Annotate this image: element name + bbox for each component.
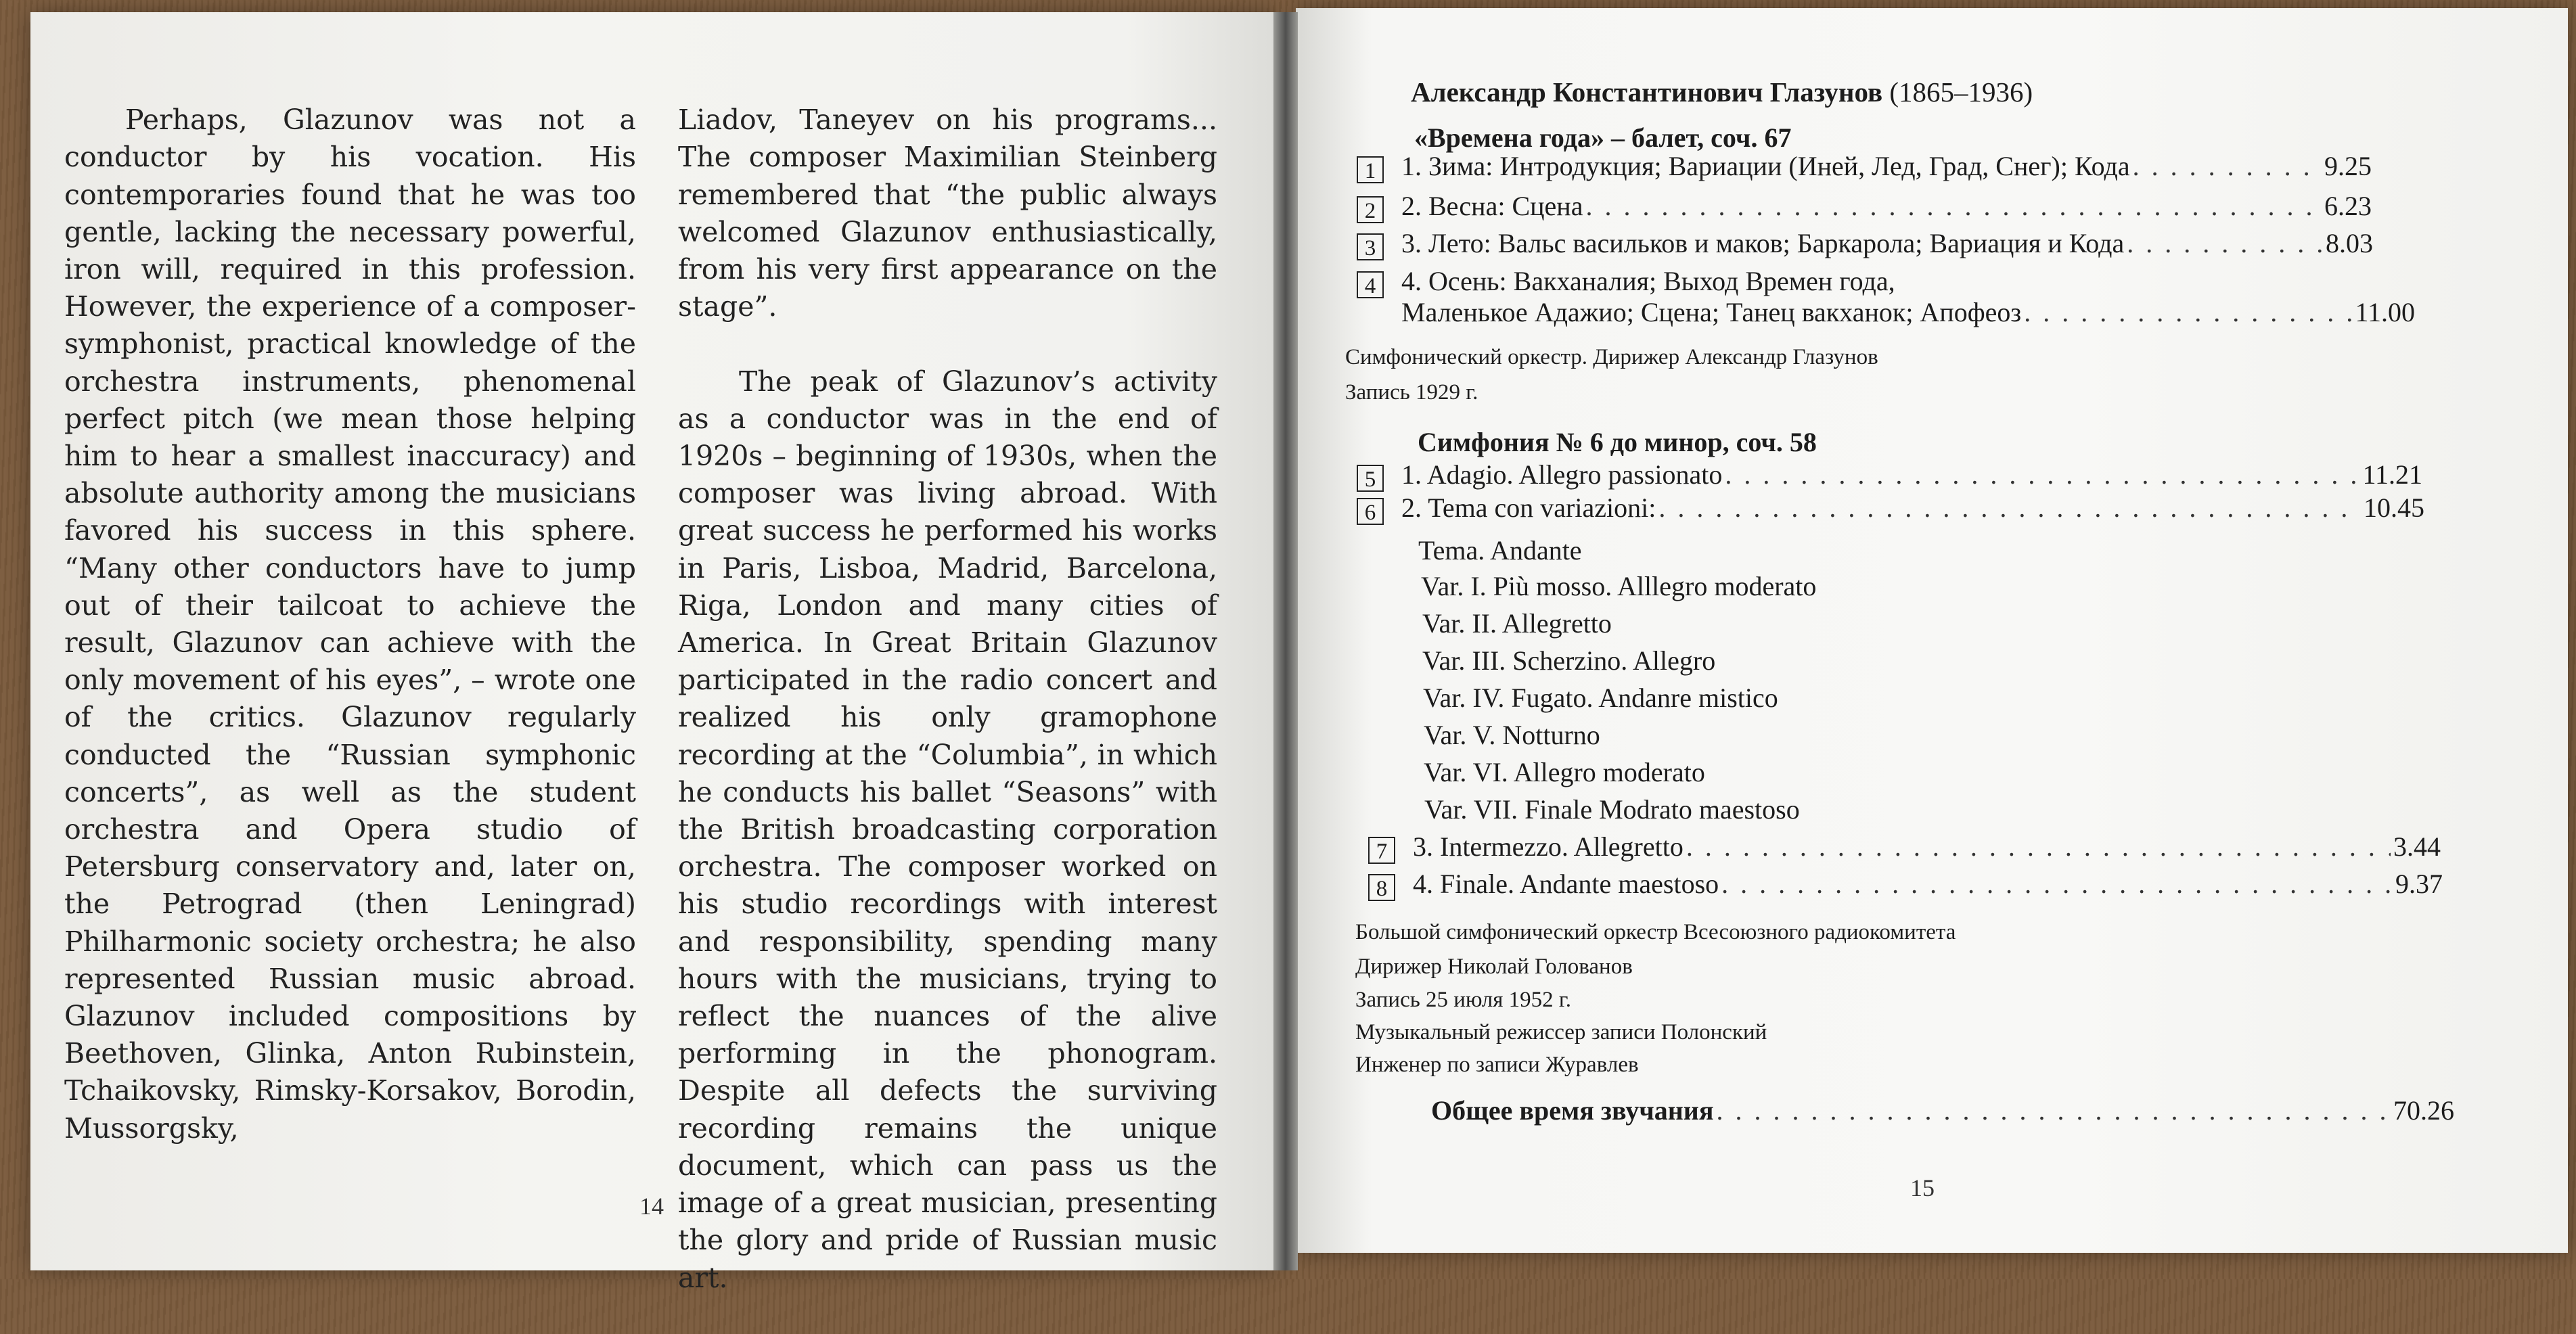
track-number: 5	[1357, 465, 1384, 492]
variation-line: Var. IV. Fugato. Andanre mistico	[1423, 683, 1778, 713]
track-duration: 6.23	[2324, 191, 2372, 221]
track-duration: 11.21	[2362, 459, 2422, 490]
track-title: 2. Tema con variazioni:	[1401, 492, 1656, 523]
work1-credit: Симфонический оркестр. Дирижер Александр Глазунов	[1345, 345, 1878, 369]
track-number: 7	[1368, 837, 1395, 864]
track-duration: 8.03	[2326, 228, 2373, 258]
composer-dates: (1865–1936)	[1889, 76, 2033, 108]
paragraph: Liadov, Taneyev on his programs... The composer Maximilian Steinberg remembered that “the public always welcomed Glazunov enthusiastically, from his very first appearance on the stage”.	[678, 104, 1217, 323]
track-title: 1. Adagio. Allegro passionato	[1401, 459, 1723, 490]
leader-dots	[2127, 227, 2323, 259]
track-number: 6	[1357, 498, 1384, 525]
total-time-row	[1431, 1095, 2454, 1126]
track-duration: 10.45	[2364, 492, 2424, 523]
track-title: 1. Зима: Интродукция; Вариации (Иней, Лед, Град, Снег); Кода	[1401, 151, 2130, 181]
paragraph: The peak of Glazunov’s activity as a conductor was in the end of 1920s – beginning of 1930s, when the composer was living abroad. With great success he performed his works in Paris, Lisboa, Madrid, Barcelona, Riga, London and many cities of America. In Great Britain Glazunov participated in the radio concert and realized his only gramophone recording at the “Columbia”, in which he conducts his ballet “Seasons” with the British broadcasting corporation orchestra. The composer worked on his studio recordings with interest and responsibility, spending many hours with the musicians, trying to reflect the nuances of the alive performing in the phonogram. Despite all defects the surviving recording remains the unique document, which can pass us the image of a great musician, presenting the glory and pride of Russian music art.	[678, 365, 1217, 1294]
track-row	[1357, 459, 2422, 490]
track-number: 2	[1357, 196, 1384, 223]
leader-dots	[1658, 492, 2361, 524]
track-number: 1	[1357, 156, 1384, 183]
composer-name: Александр Константинович Глазунов	[1411, 76, 1883, 108]
variation-line: Var. V. Notturno	[1424, 720, 1600, 750]
track-row-continued	[1357, 296, 2415, 328]
variation-line: Var. I. Più mosso. Alllegro moderato	[1421, 571, 1817, 601]
leader-dots	[1725, 459, 2359, 490]
track-title: 2. Весна: Сцена	[1401, 191, 1583, 221]
track-row	[1368, 868, 2443, 900]
track-row	[1357, 265, 2373, 297]
page-number-right: 15	[1910, 1174, 1935, 1201]
work2-credit: Запись 25 июля 1952 г.	[1355, 988, 1571, 1012]
track-row	[1368, 831, 2441, 862]
total-duration: 70.26	[2393, 1095, 2454, 1126]
work2-credit: Музыкальный режиссер записи Полонский	[1355, 1020, 1767, 1044]
track-number: 4	[1357, 271, 1384, 298]
track-title: 4. Осень: Вакханалия; Выход Времен года,	[1401, 266, 1895, 296]
track-number: 8	[1368, 874, 1395, 901]
track-row	[1357, 150, 2372, 182]
paragraph: Perhaps, Glazunov was not a conductor by his vocation. His contemporaries found that he was too gentle, lacking the necessary powerful, iron will, required in this profession. However, the experience of a composer-symphonist, practical knowledge of the orchestra instruments, phenomenal perfect pitch (we mean those helping him to hear a smallest inaccuracy) and absolute authority among the musicians favored his success in this sphere. “Many other conductors have to jump out of their tailcoat to achieve the result, Glazunov can achieve with the only movement of his eyes”, – wrote one of the critics. Glazunov regularly conducted the “Russian symphonic concerts”, as well as the student orchestra and Opera studio of Petersburg conservatory and, later on, the Petrograd (then Leningrad) Philharmonic society orchestra; he also represented Russian music abroad. Glazunov included compositions by Beethoven, Glinka, Anton Rubinstein, Tchaikovsky, Rimsky-Korsakov, Borodin, Mussorgsky,	[64, 104, 636, 1145]
leader-dots	[1721, 868, 2393, 900]
leader-dots	[2133, 150, 2322, 182]
track-title: 3. Лето: Вальс васильков и маков; Баркарола; Вариация и Кода	[1401, 228, 2125, 258]
track-row	[1357, 492, 2424, 524]
variation-line: Var. VII. Finale Modrato maestoso	[1424, 794, 1800, 825]
page-number-left: 14	[639, 1193, 664, 1220]
booklet-spine	[1273, 12, 1298, 1270]
work2-credit: Большой симфонический оркестр Всесоюзного радиокомитета	[1355, 920, 1956, 944]
track-duration: 11.00	[2355, 297, 2415, 327]
left-column-2	[678, 64, 1217, 1334]
work2-credit: Дирижер Николай Голованов	[1355, 954, 1633, 979]
track-title: Маленькое Адажио; Сцена; Танец вакханок; Апофеоз	[1401, 297, 2022, 327]
track-duration: 3.44	[2393, 831, 2441, 862]
leader-dots	[1716, 1095, 2391, 1126]
track-row	[1357, 190, 2372, 222]
leader-dots	[1585, 190, 2322, 222]
leader-dots	[1686, 831, 2391, 862]
track-row	[1357, 227, 2373, 259]
composer-heading	[1411, 76, 2033, 108]
work1-title: «Времена года» – балет, соч. 67	[1414, 122, 1792, 153]
track-title: 4. Finale. Andante maestoso	[1413, 869, 1719, 899]
variation-line: Tema. Andante	[1418, 535, 1582, 566]
variation-line: Var. II. Allegretto	[1422, 608, 1612, 639]
track-duration: 9.25	[2324, 151, 2372, 181]
work1-credit: Запись 1929 г.	[1345, 380, 1478, 405]
track-number: 3	[1357, 233, 1384, 260]
total-time-label: Общее время звучания	[1431, 1095, 1714, 1126]
work2-title: Симфония № 6 до минор, соч. 58	[1418, 427, 1817, 457]
variation-line: Var. VI. Allegro moderato	[1424, 757, 1705, 787]
track-title: 3. Intermezzo. Allegretto	[1413, 831, 1684, 862]
variation-line: Var. III. Scherzino. Allegro	[1422, 645, 1716, 676]
track-duration: 9.37	[2395, 869, 2443, 899]
work2-credit: Инженер по записи Журавлев	[1355, 1053, 1639, 1077]
leader-dots	[2024, 296, 2352, 328]
left-column-1	[64, 64, 636, 1184]
